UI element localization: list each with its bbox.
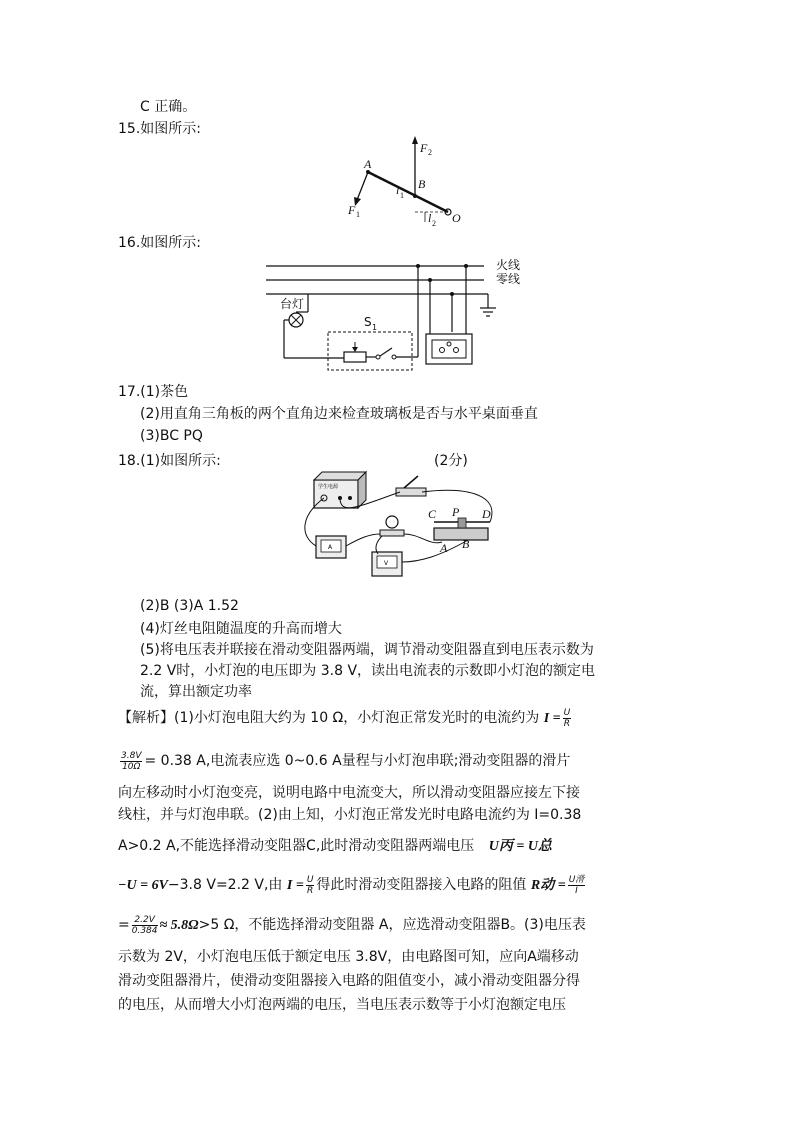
label-A: A: [364, 157, 372, 171]
analysis-line-6: −U = 6V−3.8 V=2.2 V,由 I = $\frac{U}{R}$ 得此时滑动变阻器接入电路的阻值 R动 = $\frac{\text{U滑}}{I}$: [118, 874, 585, 896]
analysis-line-10: 的电压，从而增大小灯泡两端的电压，当电压表示数等于小灯泡额定电压: [118, 997, 566, 1013]
q18-4: (4)灯丝电阻随温度的升高而增大: [140, 621, 342, 637]
label-A-terminal: A: [440, 541, 448, 555]
label-D: D: [482, 507, 491, 521]
label-F1: F: [348, 203, 356, 217]
analysis-line-8: 示数为 2V，小灯泡电压低于额定电压 3.8V，由电路图可知，应向A端移动: [118, 949, 579, 965]
label-l2-sub: 2: [432, 219, 436, 226]
label-F1-sub: 1: [356, 210, 360, 219]
label-P: P: [452, 505, 460, 519]
analysis-line-9: 滑动变阻器滑片，使滑动变阻器接入电路的阻值变小，减小滑动变阻器分得: [118, 973, 580, 989]
label-l1: l: [396, 183, 400, 197]
q15-label: 15.如图所示:: [118, 121, 201, 137]
q18-5b: 2.2 V时，小灯泡的电压即为 3.8 V，读出电流表的示数即小灯泡的额定电: [140, 663, 596, 679]
label-B: B: [418, 177, 426, 191]
q18-2-3: (2)B (3)A 1.52: [140, 598, 239, 614]
svg-text:V: V: [384, 560, 389, 567]
label-O: O: [452, 211, 461, 225]
q17-3: (3)BC PQ: [140, 428, 203, 444]
analysis-line-2: $\frac{3.8V}{10\Omega}$ = 0.38 A,电流表应选 0~0.6 A量程与小灯泡串联;滑动变阻器的滑片: [121, 750, 571, 772]
label-switch-S1-sub: 1: [372, 323, 378, 332]
label-C: C: [428, 507, 437, 521]
q18-5c: 流，算出额定功率: [140, 684, 252, 700]
analysis-line-4: 线柱，并与灯泡串联。(2)由上知，小灯泡正常发光时电路电流约为 I=0.38: [118, 807, 582, 823]
label-neutral-wire: 零线: [496, 272, 521, 286]
analysis-line-1: 【解析】(1)小灯泡电阻大约为 10 Ω，小灯泡正常发光时的电流约为 I = $\frac{U}{R}$: [118, 707, 571, 729]
label-power-supply: 学生电源: [318, 484, 339, 490]
svg-text:A: A: [328, 544, 333, 551]
answer-c-correct: C 正确。: [140, 99, 197, 115]
figure-15-lever: [340, 136, 480, 226]
figure-16-circuit: [262, 252, 532, 380]
label-F2-sub: 2: [428, 148, 432, 157]
label-switch-S1: S: [364, 315, 372, 329]
label-live-wire: 火线: [496, 258, 521, 272]
label-lamp: 台灯: [280, 297, 305, 311]
label-B-terminal: B: [462, 537, 470, 551]
q18-score: (2分): [434, 453, 468, 469]
analysis-line-5: A>0.2 A,不能选择滑动变阻器C,此时滑动变阻器两端电压 U丙 = U总: [118, 838, 552, 854]
q17-2: (2)用直角三角板的两个直角边来检查玻璃板是否与水平桌面垂直: [140, 406, 538, 422]
q17-1: 17.(1)茶色: [118, 384, 189, 400]
q16-label: 16.如图所示:: [118, 235, 201, 251]
analysis-line-3: 向左移动时小灯泡变亮，说明电路中电流变大，所以滑动变阻器应接左下接: [118, 785, 580, 801]
figure-18-apparatus: [300, 466, 510, 584]
label-l1-sub: 1: [400, 191, 404, 200]
q18-1: 18.(1)如图所示:: [118, 453, 221, 469]
q18-5a: (5)将电压表并联接在滑动变阻器两端，调节滑动变阻器直到电压表示数为: [140, 642, 594, 658]
label-l2: l: [428, 211, 432, 225]
analysis-line-7: = $\frac{2.2V}{0.384}$ ≈ 5.8Ω>5 Ω，不能选择滑动变阻器 A，应选滑动变阻器B。(3)电压表: [118, 914, 586, 936]
label-F2: F: [420, 141, 428, 155]
